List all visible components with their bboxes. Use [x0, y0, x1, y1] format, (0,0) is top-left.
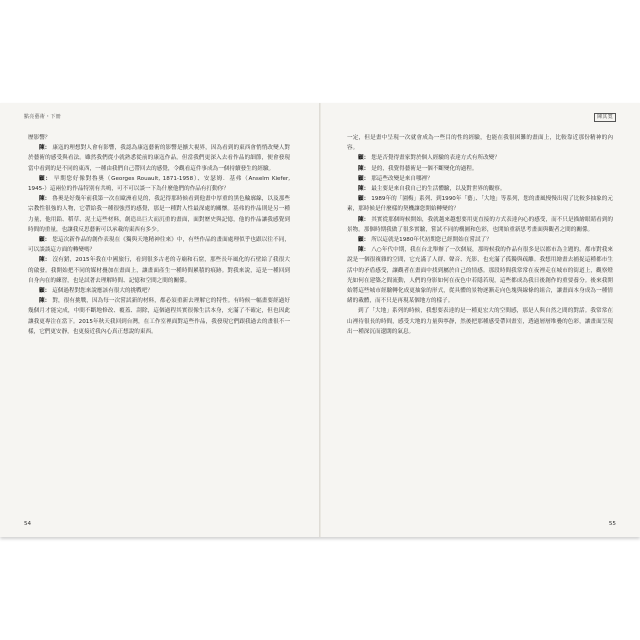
paragraph: [347, 164, 613, 174]
paragraph-text: 早期您好像對魯奧（Georges Rouault, 1871-1958）、安瑟姆．基弗（Anselm Kiefer, 1945-）這兩位的作品特別有共鳴，可不可以談一下為什麼他們的作品有打動你？: [28, 175, 290, 193]
running-head-left: 點亮藝術・下冊: [24, 114, 62, 120]
speaker-label: 陳：: [39, 196, 51, 203]
paragraph: [347, 133, 613, 153]
speaker-label: 顧：: [358, 155, 370, 162]
paragraph: [347, 153, 613, 163]
paragraph-text: 對，很有挑戰，因為每一次嘗試新的材料，都必須重新去理解它的特性。有時候一幅畫要經過好幾個月才能完成，中間不斷地修改、覆蓋、刮除，這個過程其實很像生活本身，充滿了不確定，但也因此讓我更專注在當下。2015年秋天我回到台灣，在工作室裡面對這些作品，我發現它們跟我過去的畫很不一樣，它們更安靜，也更接近我內心真正想說的東西。: [28, 298, 290, 335]
right-page: [321, 103, 640, 537]
speaker-label: 陳：: [358, 165, 370, 172]
speaker-label: 顧：: [358, 175, 370, 182]
paragraph-text: 到了「大地」系列的時候，我想要表達的是一種更宏大的空間感，那是人與自然之間的對話。我常常在山裡待很長的時間，感受大地的力量與寧靜，然後把那種感受帶回畫室，透過層層堆疊的色彩，讓畫面呈現出一種深沉而遼闊的氣息。: [347, 308, 613, 335]
paragraph-text: 您是否覺得畫家對於個人經驗的表達方式有所改變？: [371, 155, 500, 162]
running-head-right: [594, 113, 616, 122]
paragraph: [347, 245, 613, 306]
speaker-label: 陳：: [358, 186, 370, 193]
speaker-label: 陳：: [358, 247, 370, 254]
page-number-left: 54: [24, 521, 32, 527]
paragraph-text: 那這些改變是來自哪裡？: [371, 175, 433, 182]
paragraph-text: 歷影響？: [28, 135, 51, 141]
paragraph: [347, 184, 613, 194]
paragraph-text: 所以這就是1980年代初期您已經開始在嘗試了？: [371, 237, 492, 244]
paragraph: [347, 235, 613, 245]
paragraph: [347, 174, 613, 184]
page-number-right: 55: [608, 521, 616, 527]
speaker-label: 陳：: [358, 216, 370, 223]
paragraph-text: 其實從那個時候開始，我就越來越想要用更直接的方式表達內心的感受，而不只是描繪眼睛看到的景物。那個時期我做了很多實驗，嘗試不同的構圖和色彩，也開始重新思考畫面與觀者之間的關係。: [347, 216, 613, 233]
paragraph: [347, 215, 613, 235]
paragraph: [347, 306, 613, 337]
speaker-label: 顧：: [39, 237, 51, 244]
paragraph: [28, 174, 290, 194]
paragraph: [28, 286, 290, 296]
paragraph-text: 八○年代中期，我在台北舉辦了一次個展，那時候我的作品有很多是以都市為主題的。都市對我來說是一個很複雜的空間，它充滿了人群、聲音、光影，也充滿了孤獨與疏離。我想用繪畫去捕捉這種都市生活中的矛盾感受，讓觀者在畫面中找到屬於自己的情感。那段時間我常常在夜裡走在城市的街道上，觀察燈光如何在建築之間流動，人們的身影如何在夜色中若隱若現，這些都成為我日後創作的重要養分。後來我開始將這些城市經驗轉化成更抽象的形式，從具體的景物逐漸走向色塊與線條的組合，讓畫面本身成為一種情緒的載體，而不只是再現某個地方的樣子。: [347, 247, 613, 305]
speaker-label: 陳：: [39, 257, 51, 264]
left-page: [0, 103, 319, 537]
speaker-label: 顧：: [358, 237, 370, 244]
right-text-block: [347, 133, 613, 337]
left-text-block: [28, 133, 290, 337]
paragraph-text: 是的，我覺得藝術是一個不斷變化的過程。: [371, 165, 478, 172]
paragraph: [28, 296, 290, 337]
speaker-label: 陳：: [39, 145, 51, 152]
paragraph-text: 沒有錯，2015年我在中國旅行，看到很多古老的寺廟和石窟，那些長年風化的石壁給了我很大的啟發。我開始把不同的媒材疊加在畫面上，讓畫面產生一種時間累積的痕跡。對我來說，這是一種回到自身內在的練習，也是試著去理解時間、記憶和空間之間的關係。: [28, 257, 290, 284]
paragraph: [347, 194, 613, 214]
paragraph-text: 最主要是來自我自己的生活體驗，以及對世界的觀察。: [371, 186, 506, 193]
paragraph-text: 一定，但是畫中呈現一次就會成為一些目的性的經驗，也能在我很困難的畫面上，比較靠近那份精神的內容。: [347, 135, 613, 152]
speaker-label: 陳：: [39, 298, 51, 305]
paragraph-text: 這個過程對您來說應該有很大的挑戰吧？: [52, 288, 153, 295]
paragraph-text: 1989年的「園梅」系列、到1990年「藝」、「大地」等系列，您的畫風慢慢出現了比較多抽象的元素，那時候是什麼樣的契機讓您開始轉變的？: [347, 196, 613, 213]
running-head-right-text: 陳其寬: [597, 114, 613, 120]
running-head-box: [594, 113, 616, 122]
paragraph-text: 康寇的理想對人會有影響，我認為康寇藝術的影響是擴大視界，因為看到的東西會悄悄改變人對於藝術的感受與看法。雖然我們從小就熟悉從前的康寇作品，但當我們更深入去看作品的細節，便會發現當中看到的是不同的東西，一種由我們自己帶回去的感覺，令觀看這件事成為一個持續發生的經驗。: [28, 145, 290, 172]
paragraph-text: 您這次新作品的創作表現在《獨與天地精神往來》中，有些作品的畫面處理似乎也跟以往不同，可以談談這方面的轉變嗎？: [28, 237, 290, 254]
paragraph: [28, 255, 290, 286]
paragraph-text: 魯奧是好幾年前我第一次在歐洲看見的，我記得那時候看到他畫中厚重的黑色輪廓線，以及那些宗教性很強的人物，它帶給我一種很強烈的感覺，那是一種對人性最深處的關懷。基弗的作品則是另一種力量，他用鉛、稻草、泥土這些材料，創造出巨大而沉重的畫面，面對歷史與記憶，他的作品讓我感覺到時間的重量，也讓我反思藝術可以承載的東西有多少。: [28, 196, 290, 233]
paragraph: [28, 235, 290, 255]
paragraph: [28, 133, 290, 143]
speaker-label: 顧：: [39, 288, 51, 295]
paragraph: [28, 194, 290, 235]
speaker-label: 顧：: [39, 175, 52, 182]
paragraph: [28, 143, 290, 174]
speaker-label: 顧：: [358, 196, 370, 203]
